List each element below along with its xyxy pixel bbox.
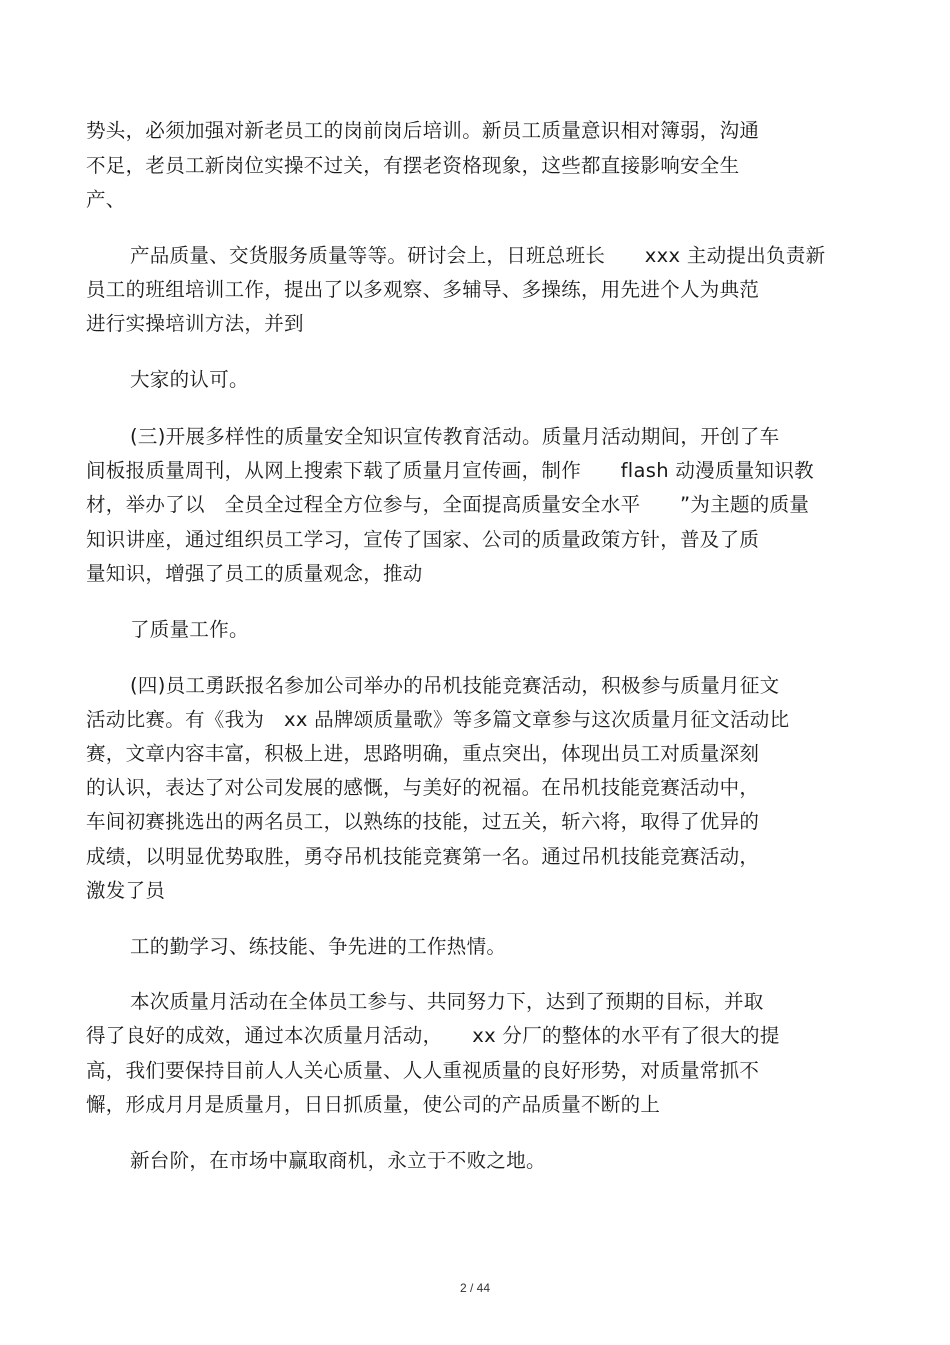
text-line: (四)员工勇跃报名参加公司举办的吊机技能竞赛活动，积极参与质量月征文 xyxy=(130,674,780,697)
text-line: 势头，必须加强对新老员工的岗前岗后培训。新员工质量意识相对簿弱，沟通 xyxy=(86,119,760,142)
text-line: 赛，文章内容丰富，积极上进，思路明确，重点突出，体现出员工对质量深刻 xyxy=(86,742,760,765)
text-line: 活动比赛。有《我为 xx 品牌颂质量歌》等多篇文章参与这次质量月征文活动比 xyxy=(86,708,790,731)
text-line: 产品质量、交货服务质量等等。研讨会上，日班总班长 xxx 主动提出负责新 xyxy=(130,244,826,267)
text-line: (三)开展多样性的质量安全知识宣传教育活动。质量月活动期间，开创了车 xyxy=(130,425,780,448)
text-line: 间板报质量周刊，从网上搜索下载了质量月宣传画，制作 flash 动漫质量知识教 xyxy=(86,459,814,482)
text-line: 车间初赛挑选出的两名员工，以熟练的技能，过五关，斩六将，取得了优异的 xyxy=(86,810,760,833)
text-line: 激发了员 xyxy=(86,879,166,902)
text-line: 的认识，表达了对公司发展的感慨，与美好的祝福。在吊机技能竞赛活动中， xyxy=(86,776,760,799)
text-line: 材，举办了以 全员全过程全方位参与，全面提高质量安全水平 ”为主题的质量 xyxy=(86,493,810,516)
text-line: 进行实操培训方法，并到 xyxy=(86,312,304,335)
text-line: 得了良好的成效，通过本次质量月活动， xx 分厂的整体的水平有了很大的提 xyxy=(86,1024,780,1047)
text-line: 新台阶，在市场中赢取商机，永立于不败之地。 xyxy=(130,1149,546,1172)
text-line: 量知识，增强了员工的质量观念，推动 xyxy=(86,562,423,585)
page-number: 2 / 44 xyxy=(459,1281,491,1295)
text-line: 大家的认可。 xyxy=(130,368,249,391)
text-line: 不足，老员工新岗位实操不过关，有摆老资格现象，这些都直接影响安全生 xyxy=(86,154,740,177)
text-line: 成绩，以明显优势取胜，勇夺吊机技能竞赛第一名。通过吊机技能竞赛活动， xyxy=(86,845,760,868)
text-line: 知识讲座，通过组织员工学习，宣传了国家、公司的质量政策方针，普及了质 xyxy=(86,528,760,551)
text-line: 本次质量月活动在全体员工参与、共同努力下，达到了预期的目标，并取 xyxy=(130,990,764,1013)
text-line: 高，我们要保持目前人人关心质量、人人重视质量的良好形势，对质量常抓不 xyxy=(86,1059,760,1082)
text-line: 产、 xyxy=(86,188,126,211)
text-line: 了质量工作。 xyxy=(130,618,249,641)
text-line: 员工的班组培训工作，提出了以多观察、多辅导、多操练，用先进个人为典范 xyxy=(86,278,760,301)
text-line: 工的勤学习、练技能、争先进的工作热情。 xyxy=(130,935,507,958)
text-line: 懈，形成月月是质量月，日日抓质量，使公司的产品质量不断的上 xyxy=(86,1093,661,1116)
